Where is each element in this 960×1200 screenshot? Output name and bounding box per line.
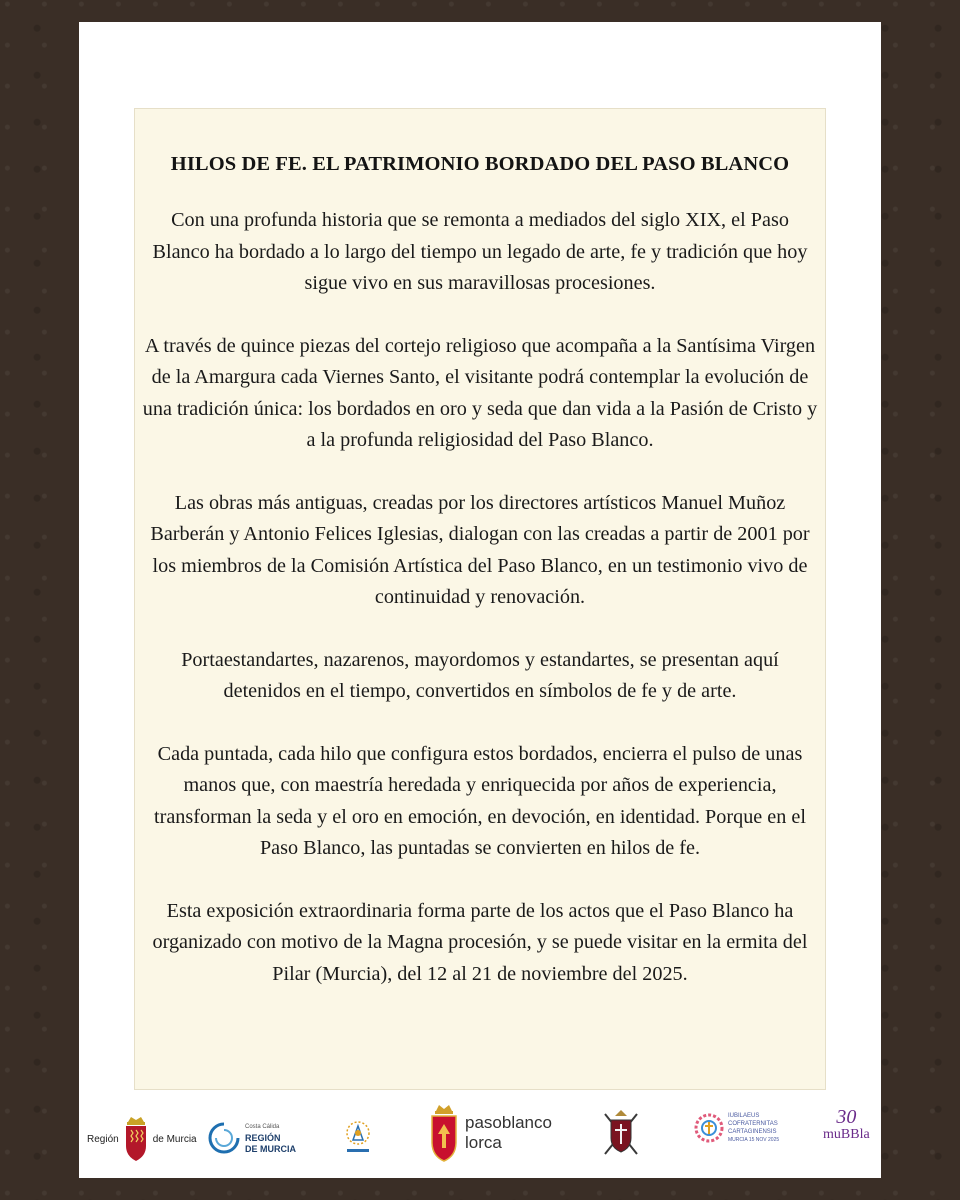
jubilee-emblem-logo — [341, 1116, 375, 1156]
iubilaeus-logo — [693, 1112, 779, 1144]
paso-blanco-text-paso: paso — [465, 1113, 502, 1132]
paragraph-pieces: A través de quince piezas del cortejo religioso que acompaña a la Santísima Virgen de la Amargura cada Viernes Santo, el visitante podrá contemplar la evolución de una tradición única: los bordados en oro y seda que dan vida a la Pasión de Cristo y a la profunda religiosidad del Paso Blanco. — [142, 334, 818, 451]
document-body — [135, 205, 825, 1021]
document-title: HILOS DE FE. EL PATRIMONIO BORDADO DEL PASO BLANCO — [170, 153, 790, 175]
paragraph-figures: Portaestandartes, nazarenos, mayordomos y estandartes, se presentan aquí detenidos en el tiempo, convertidos en símbolos de fe y de arte. — [181, 648, 779, 702]
paragraph-works: Las obras más antiguas, creadas por los directores artísticos Manuel Muñoz Barberán y Antonio Felices Iglesias, dialogan con las creadas a partir de 2001 por los miembros de la Comisión Artística del Paso Blanco, en un testimonio vivo de continuidad y renovación. — [150, 491, 810, 608]
paso-blanco-text-blanco: blanco — [501, 1113, 552, 1132]
paragraph-stitches: Cada puntada, cada hilo que configura estos bordados, encierra el pulso de unas manos que, con maestría heredada y enriquecida por años de experiencia, transforman la seda y el oro en emoción, en devoción, en identidad. Porque en el Paso Blanco, las puntadas se convierten en hilos de fe. — [154, 742, 806, 859]
costa-calida-line1: REGIÓN — [245, 1132, 281, 1143]
paso-blanco-shield-icon — [429, 1104, 459, 1162]
paragraph-exhibition: Esta exposición extraordinaria forma parte de los actos que el Paso Blanco ha organizado con motivo de la Magna procesión, y se puede visitar en la ermita del Pilar (Murcia), del 12 al 21 de noviembre del 2025. — [152, 899, 808, 985]
murcia-crest-icon — [123, 1116, 149, 1162]
confraternity-emblem-logo — [599, 1108, 643, 1160]
region-murcia-right-text: de Murcia — [152, 1133, 197, 1145]
text-panel — [134, 108, 826, 1090]
region-murcia-logo — [87, 1114, 197, 1164]
costa-calida-small-text: Costa Cálida — [245, 1123, 280, 1130]
iubilaeus-line2: COFRATERNITAS — [728, 1121, 778, 1127]
jubilee-emblem-icon — [341, 1116, 375, 1156]
iubilaeus-line4: MURCIA 15 NOV 2025 — [728, 1137, 780, 1143]
mubbla-number: 30 — [836, 1106, 857, 1128]
paso-blanco-logo — [429, 1104, 552, 1162]
costa-calida-line2: DE MURCIA — [245, 1143, 296, 1154]
mubbla-name: muBBla — [823, 1127, 870, 1142]
iubilaeus-line3: CARTAGINENSIS — [728, 1129, 777, 1135]
confraternity-crest-icon — [599, 1108, 643, 1160]
iubilaeus-sun-icon — [693, 1112, 725, 1144]
mubbla-logo — [823, 1108, 870, 1144]
white-frame — [79, 22, 881, 1178]
paso-blanco-text-lorca: lorca — [465, 1133, 502, 1152]
paragraph-history: Con una profunda historia que se remonta a mediados del siglo XIX, el Paso Blanco ha bordado a lo largo del tiempo un legado de arte, fe y tradición que hoy sigue vivo en sus maravillosas procesiones. — [152, 209, 808, 294]
costa-calida-circle-icon — [207, 1121, 241, 1155]
iubilaeus-line1: IUBILAEUS — [728, 1113, 760, 1119]
costa-calida-logo — [207, 1114, 296, 1162]
region-murcia-left-text: Región — [87, 1133, 119, 1145]
sponsor-logos — [79, 1100, 881, 1178]
